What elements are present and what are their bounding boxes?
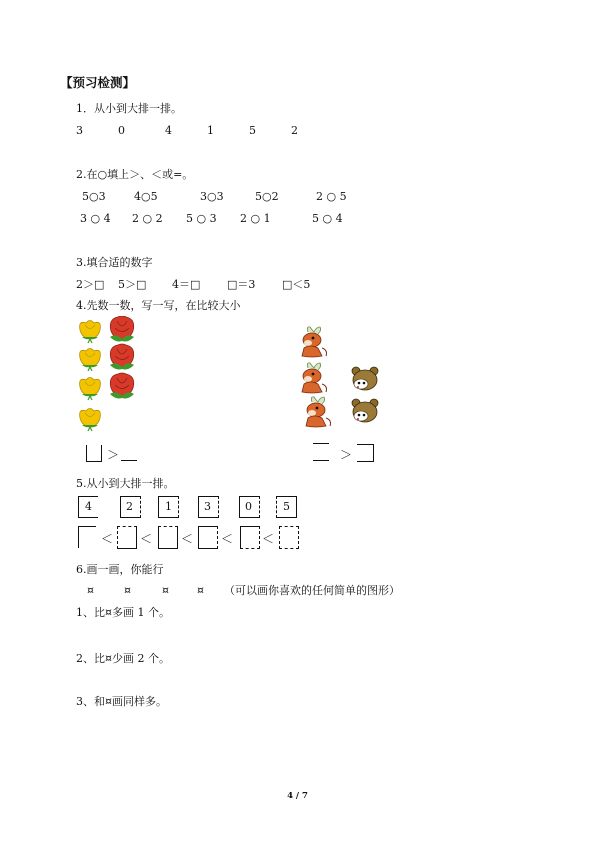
red-flower-icon	[110, 344, 134, 370]
comparison-sign-left: ＞	[107, 448, 120, 462]
q6-shape: ¤	[197, 584, 204, 597]
q2-comparison: 3○3	[200, 190, 224, 203]
yellow-flower-icon	[80, 349, 101, 372]
bear-icon	[352, 399, 378, 422]
order-box[interactable]	[198, 526, 218, 549]
q6-note: （可以画你喜欢的任何简单的图形）	[224, 584, 400, 597]
answer-line-animals-left[interactable]	[313, 460, 329, 461]
less-than-sign: ＜	[140, 532, 153, 546]
order-box[interactable]	[158, 526, 178, 549]
q1-number: 4	[165, 124, 172, 137]
deer-icon	[306, 397, 331, 427]
number-card	[276, 496, 297, 518]
less-than-sign: ＜	[221, 532, 234, 546]
answer-line-flowers-right[interactable]	[121, 460, 137, 461]
question-6-prompt: 6.画一画，你能行	[76, 563, 164, 576]
section-title: 【预习检测】	[60, 75, 136, 90]
q2-comparison: 2 ○ 5	[316, 190, 347, 203]
q1-number: 5	[249, 124, 256, 137]
number-card-value: 2	[126, 500, 133, 513]
q6-task: 2、比¤少画 2 个。	[76, 652, 170, 665]
answer-box-animals-right[interactable]	[357, 444, 374, 462]
order-box[interactable]	[240, 526, 260, 549]
number-card-value: 3	[204, 500, 211, 513]
q2-comparison: 5 ○ 4	[312, 212, 343, 225]
yellow-flower-icon	[80, 378, 101, 401]
number-card-value: 4	[85, 500, 92, 513]
number-card	[158, 496, 179, 518]
deer-icon	[302, 327, 327, 357]
q3-item: 2＞□	[76, 278, 105, 291]
number-card-value: 5	[283, 500, 290, 513]
comparison-sign-right: ＞	[340, 448, 353, 462]
q1-number: 0	[118, 124, 125, 137]
q6-shape: ¤	[87, 584, 94, 597]
red-flower-icon	[110, 373, 134, 399]
less-than-sign: ＜	[181, 532, 194, 546]
bear-icon	[352, 367, 378, 390]
number-card	[239, 496, 260, 518]
order-box[interactable]	[78, 526, 96, 548]
question-3-prompt: 3.填合适的数字	[76, 256, 153, 269]
q1-number: 2	[291, 124, 298, 137]
q2-comparison: 2 ○ 1	[240, 212, 271, 225]
q3-item: 4＝□	[172, 278, 201, 291]
question-1-prompt: 1．从小到大排一排。	[76, 102, 182, 115]
q2-comparison: 5 ○ 3	[186, 212, 217, 225]
order-box[interactable]	[117, 526, 137, 549]
question-2-prompt: 2.在○填上＞、＜或=。	[76, 168, 194, 181]
q3-item: □＜5	[282, 278, 311, 291]
answer-line-top	[313, 443, 329, 444]
q2-comparison: 2 ○ 2	[132, 212, 163, 225]
number-card-value: 1	[165, 500, 172, 513]
less-than-sign: ＜	[262, 532, 275, 546]
q6-shape: ¤	[162, 584, 169, 597]
q6-task: 3、和¤画同样多。	[76, 695, 167, 708]
number-card-value: 0	[245, 500, 252, 513]
yellow-flower-icon	[80, 409, 101, 432]
q3-item: 5＞□	[118, 278, 147, 291]
q6-shape: ¤	[124, 584, 131, 597]
number-card	[78, 496, 98, 518]
question-5-prompt: 5.从小到大排一排。	[76, 477, 175, 490]
q2-comparison: 4○5	[134, 190, 158, 203]
q6-task: 1、比¤多画 1 个。	[76, 606, 170, 619]
q1-number: 3	[76, 124, 83, 137]
deer-icon	[302, 363, 327, 393]
q1-number: 1	[207, 124, 214, 137]
q3-item: □＝3	[227, 278, 256, 291]
number-card	[198, 496, 219, 518]
answer-box-flowers-left[interactable]	[86, 445, 102, 462]
order-box[interactable]	[279, 526, 299, 549]
number-card	[120, 496, 141, 518]
question-4-prompt: 4.先数一数，写一写，在比较大小	[76, 299, 241, 312]
q2-comparison: 5○3	[82, 190, 106, 203]
page-number: 4 / 7	[287, 791, 308, 801]
animals-illustration	[294, 324, 390, 430]
red-flower-icon	[110, 316, 134, 342]
q2-comparison: 3 ○ 4	[80, 212, 111, 225]
yellow-flower-icon	[80, 321, 101, 344]
less-than-sign: ＜	[101, 532, 114, 546]
flowers-illustration	[72, 316, 152, 436]
q2-comparison: 5○2	[255, 190, 279, 203]
